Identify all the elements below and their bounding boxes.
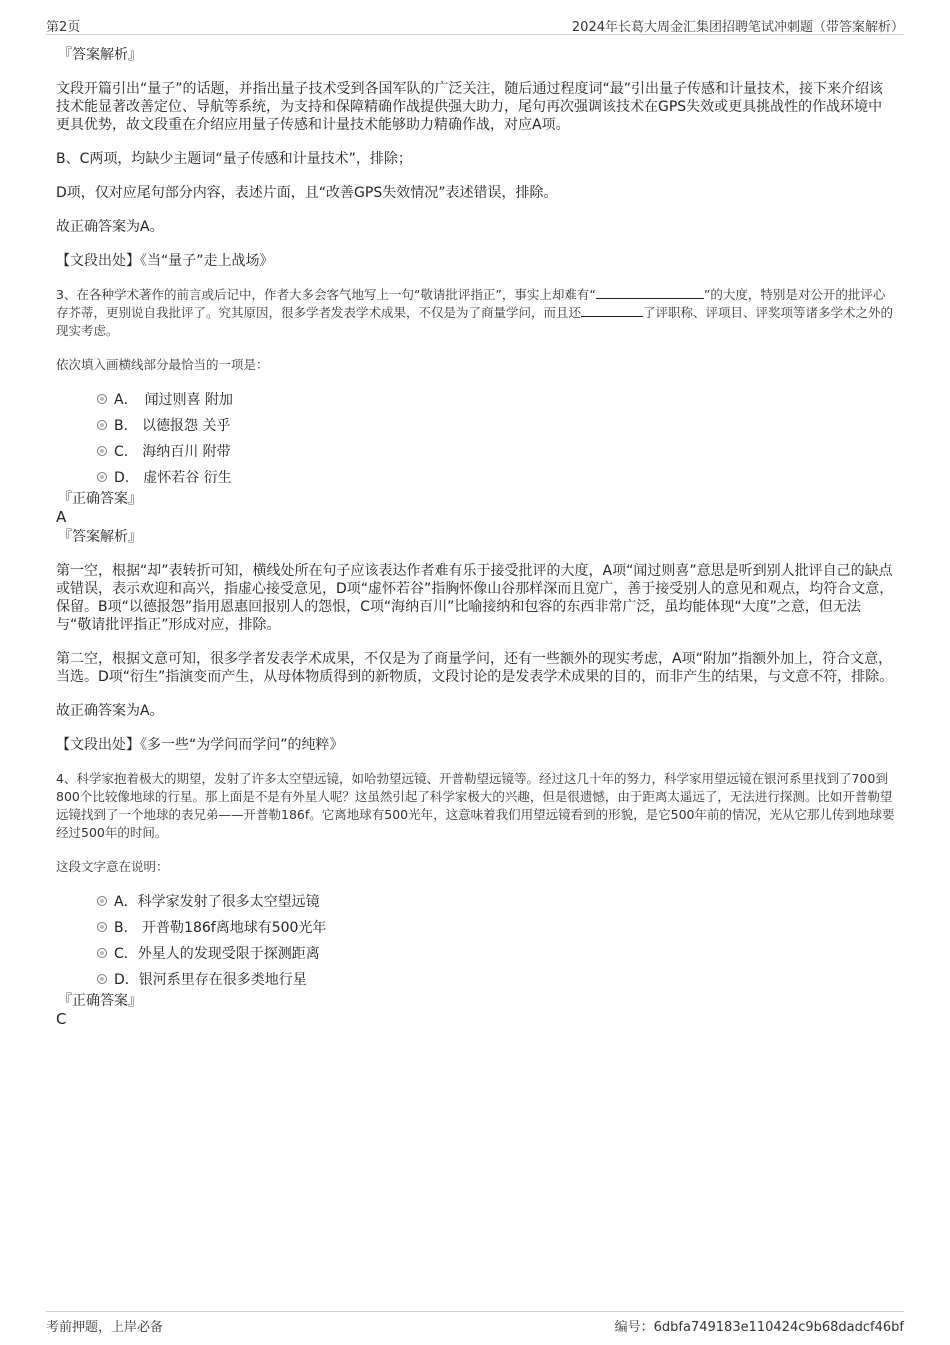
option-b[interactable] xyxy=(56,914,896,940)
option-a[interactable] xyxy=(56,386,896,412)
blank-line xyxy=(581,304,643,317)
radio-icon[interactable] xyxy=(97,394,107,404)
stem-text: 了评职称、评项目、评奖项等诸多学术之外的现实考虑。 xyxy=(56,305,894,338)
option-b[interactable] xyxy=(56,412,896,438)
radio-icon[interactable] xyxy=(97,472,107,482)
answer-label: 『正确答案』 xyxy=(58,491,142,507)
radio-icon[interactable] xyxy=(97,420,107,430)
source-citation: 【文段出处】《多一些“为学问而学问”的纯粹》 xyxy=(56,737,344,753)
analysis-label: 『答案解析』 xyxy=(58,529,142,545)
question-stem: 4、科学家抱着极大的期望，发射了许多太空望远镜，如哈勃望远镜、开普勒望远镜等。经过这几十年的努力，科学家用望远镜在银河系里找到了700到800个比较像地球的行星。那上面是不是有外星人呢？这虽然引起了科学家极大的兴趣，但是很遗憾，由于距离太遥远了，无法进行探测。比如开普勒望远镜找到了一个地球的表兄弟——开普勒186f。它离地球有500光年，这意味着我们用望远镜看到的形貌，是它500年前的情况，光从它那儿传到地球要经过500年的时间。 xyxy=(56,771,895,840)
option-text: D．银河系里存在很多类地行星 xyxy=(114,972,307,988)
option-d[interactable] xyxy=(56,966,896,992)
question-prompt: 这段文字意在说明： xyxy=(56,859,169,874)
option-text: A． 闻过则喜 附加 xyxy=(114,392,234,408)
source-citation: 【文段出处】《当“量子”走上战场》 xyxy=(56,253,274,269)
blank-line xyxy=(596,286,704,299)
stem-text: 3、在各种学术著作的前言或后记中，作者大多会客气地写上一句“敬请批评指正”，事实上却难有“ xyxy=(56,287,596,302)
option-text: B. 开普勒186f离地球有500光年 xyxy=(114,920,327,936)
conclusion: 故正确答案为A。 xyxy=(56,703,164,719)
option-text: C. 海纳百川 附带 xyxy=(114,444,231,460)
analysis-label: 『答案解析』 xyxy=(58,47,142,63)
option-a[interactable] xyxy=(56,888,896,914)
option-c[interactable] xyxy=(56,438,896,464)
question-stem xyxy=(56,286,896,340)
document-body xyxy=(56,46,896,1028)
page-header xyxy=(46,12,904,35)
option-text: D. 虚怀若谷 衍生 xyxy=(114,470,232,486)
footer-slogan: 考前押题，上岸必备 xyxy=(46,1320,164,1335)
option-list xyxy=(56,386,896,490)
question-prompt: 依次填入画横线部分最恰当的一项是： xyxy=(56,357,269,372)
document-code: 编号：6dbfa749183e110424c9b68dadcf46bf xyxy=(614,1320,904,1335)
option-list xyxy=(56,888,896,992)
document-title: 2024年长葛大周金汇集团招聘笔试冲刺题（带答案解析） xyxy=(571,20,904,35)
stem-text: ”的大度，特别是对公开的批评心存芥蒂，更别说自我批评了。究其原因，很多学者发表学术成果，不仅是为了商量学问，而且还 xyxy=(56,287,886,320)
radio-icon[interactable] xyxy=(97,446,107,456)
radio-icon[interactable] xyxy=(97,922,107,932)
correct-answer: A xyxy=(56,508,67,526)
page-number: 第2页 xyxy=(46,20,81,35)
option-text: B. 以德报怨 关乎 xyxy=(114,418,231,434)
option-text: A．科学家发射了很多太空望远镜 xyxy=(114,894,320,910)
option-c[interactable] xyxy=(56,940,896,966)
radio-icon[interactable] xyxy=(97,948,107,958)
radio-icon[interactable] xyxy=(97,974,107,984)
answer-label: 『正确答案』 xyxy=(58,993,142,1009)
option-text: C．外星人的发现受限于探测距离 xyxy=(114,946,320,962)
analysis-paragraph: B、C两项，均缺少主题词“量子传感和计量技术”，排除； xyxy=(56,151,412,167)
analysis-paragraph: D项，仅对应尾句部分内容，表述片面，且“改善GPS失效情况”表述错误，排除。 xyxy=(56,185,558,201)
radio-icon[interactable] xyxy=(97,896,107,906)
conclusion: 故正确答案为A。 xyxy=(56,219,164,235)
correct-answer: C xyxy=(56,1010,67,1028)
analysis-paragraph: 第二空，根据文意可知，很多学者发表学术成果，不仅是为了商量学问，还有一些额外的现实考虑，A项“附加”指额外加上，符合文意，当选。D项“衍生”指演变而产生，从母体物质得到的新物质，文段讨论的是发表学术成果的目的，而非产生的结果，与文意不符，排除。 xyxy=(56,651,894,685)
option-d[interactable] xyxy=(56,464,896,490)
analysis-paragraph: 第一空，根据“却”表转折可知，横线处所在句子应该表达作者难有乐于接受批评的大度，A项“闻过则喜”意思是听到别人批评自己的缺点或错误，表示欢迎和高兴，指虚心接受意见，D项“虚怀若谷”指胸怀像山谷那样深而且宽广，善于接受别人的意见和观点，均符合文意，保留。B项“以德报怨”指用恩惠回报别人的怨恨，C项“海纳百川”比喻接纳和包容的东西非常广泛，虽均能体现“大度”之意，但无法与“敬请批评指正”形成对应，排除。 xyxy=(56,563,894,633)
page-footer xyxy=(46,1311,904,1336)
analysis-paragraph: 文段开篇引出“量子”的话题，并指出量子技术受到各国军队的广泛关注，随后通过程度词“最”引出量子传感和计量技术，接下来介绍该技术能显著改善定位、导航等系统，为支持和保障精确作战提供强大助力，尾句再次强调该技术在GPS失效或更具挑战性的作战环境中更具优势，故文段重在介绍应用量子传感和计量技术能够助力精确作战，对应A项。 xyxy=(56,81,884,133)
